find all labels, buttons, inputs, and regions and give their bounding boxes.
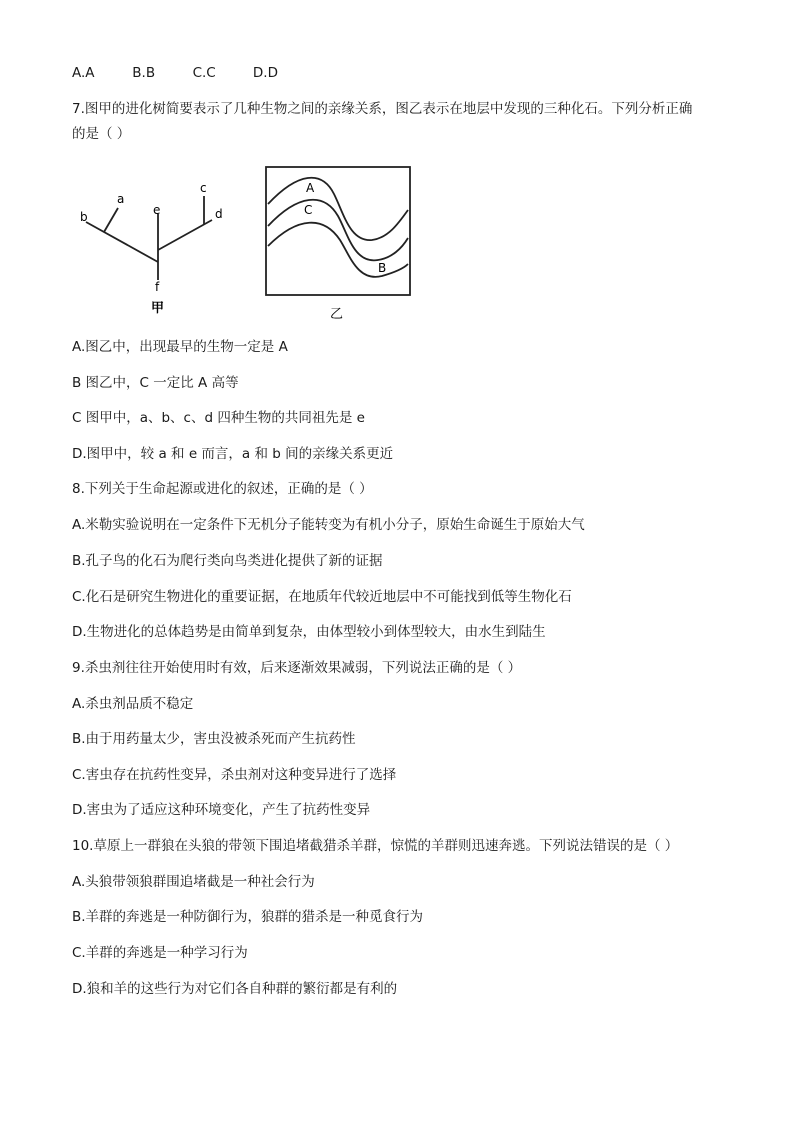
q7-option-a: A.图乙中，出现最早的生物一定是 A xyxy=(72,339,288,355)
option-b: B.B xyxy=(132,65,156,81)
tree-branch-a xyxy=(104,208,118,232)
q7-option-d: D.图甲中，较 a 和 e 而言，a 和 b 间的亲缘关系更近 xyxy=(72,446,394,462)
q10-option-a: A.头狼带领狼群围追堵截是一种社会行为 xyxy=(72,874,315,890)
q9-option-a: A.杀虫剂品质不稳定 xyxy=(72,696,194,712)
q8-option-a: A.米勒实验说明在一定条件下无机分子能转变为有机小分子，原始生命诞生于原始大气 xyxy=(72,517,585,533)
tree-label-a: a xyxy=(117,192,125,206)
figure-jia-caption: 甲 xyxy=(151,301,165,316)
tree-branch-left xyxy=(86,222,158,262)
figure-yi-fossil-strata xyxy=(262,164,418,324)
q9-stem: 9.杀虫剂往往开始使用时有效，后来逐渐效果减弱，下列说法正确的是（ ） xyxy=(72,660,522,676)
q9-option-d: D.害虫为了适应这种环境变化，产生了抗药性变异 xyxy=(72,802,371,818)
tree-label-d: d xyxy=(215,207,223,221)
option-d: D.D xyxy=(252,65,278,81)
prev-question-options xyxy=(72,64,278,82)
q10-stem: 10.草原上一群狼在头狼的带领下围追堵截猎杀羊群，惊慌的羊群则迅速奔逃。下列说法错误的是（ ） xyxy=(72,838,679,854)
q8-stem: 8.下列关于生命起源或进化的叙述，正确的是（ ） xyxy=(72,481,373,497)
q10-option-d: D.狼和羊的这些行为对它们各自种群的繁衍都是有利的 xyxy=(72,981,398,997)
option-a: A.A xyxy=(72,65,95,81)
fossil-label-A: A xyxy=(306,181,315,195)
q8-option-d: D.生物进化的总体趋势是由简单到复杂，由体型较小到体型较大，由水生到陆生 xyxy=(72,624,546,640)
stratum-line-bottom xyxy=(268,223,408,277)
q9-option-c: C.害虫存在抗药性变异，杀虫剂对这种变异进行了选择 xyxy=(72,767,397,783)
option-c: C.C xyxy=(192,65,216,81)
q8-option-c: C.化石是研究生物进化的重要证据，在地质年代较近地层中不可能找到低等生物化石 xyxy=(72,589,572,605)
q7-stem-line1: 7.图甲的进化树简要表示了几种生物之间的亲缘关系，图乙表示在地层中发现的三种化石。下列分析正确 xyxy=(72,101,693,117)
tree-label-b: b xyxy=(80,210,88,224)
q7-option-c: C 图甲中，a、b、c、d 四种生物的共同祖先是 e xyxy=(72,410,365,426)
figure-jia-evolution-tree xyxy=(74,176,234,321)
q7-stem-line2: 的是（ ） xyxy=(72,126,131,142)
fossil-label-B: B xyxy=(378,261,387,275)
q9-option-b: B.由于用药量太少，害虫没被杀死而产生抗药性 xyxy=(72,731,356,747)
tree-label-c: c xyxy=(200,181,207,195)
tree-branch-right xyxy=(158,220,212,250)
q10-option-b: B.羊群的奔逃是一种防御行为，狼群的猎杀是一种觅食行为 xyxy=(72,909,424,925)
figure-yi-caption: 乙 xyxy=(330,307,344,322)
q7-option-b: B 图乙中，C 一定比 A 高等 xyxy=(72,375,239,391)
fossil-label-C: C xyxy=(304,203,313,217)
tree-label-f: f xyxy=(155,280,160,294)
q10-option-c: C.羊群的奔逃是一种学习行为 xyxy=(72,945,248,961)
q8-option-b: B.孔子鸟的化石为爬行类向鸟类进化提供了新的证据 xyxy=(72,553,383,569)
tree-label-e: e xyxy=(153,203,161,217)
